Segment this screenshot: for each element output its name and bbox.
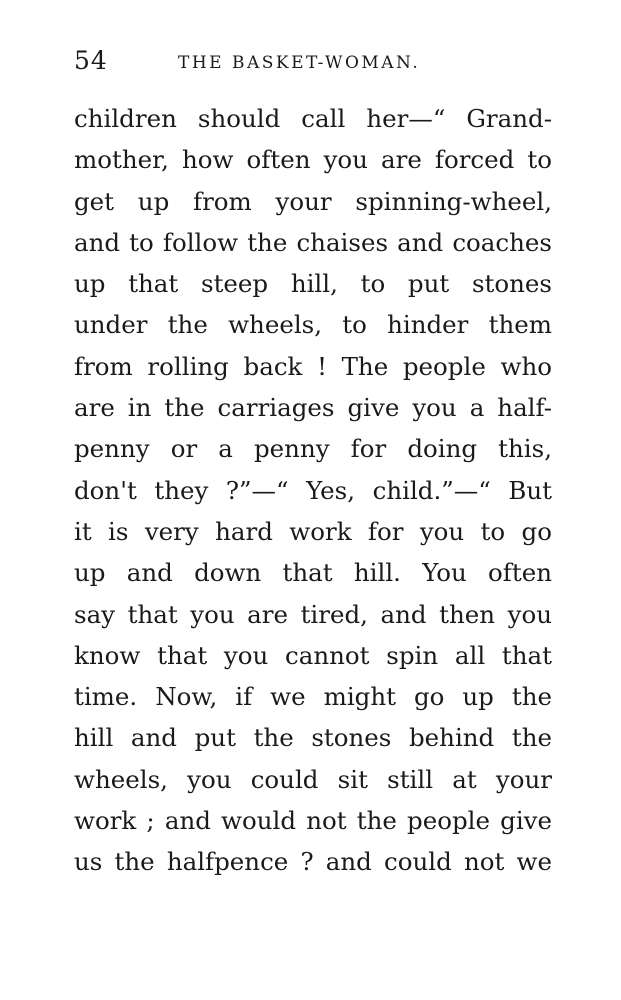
text-line: us the halfpence ? and could not we xyxy=(74,847,552,877)
text-line: children should call her—“ Grand- xyxy=(74,104,552,133)
text-line: under the wheels, to hinder them xyxy=(74,310,552,340)
text-line: from rolling back ! The people who xyxy=(74,351,552,381)
text-line: penny or a penny for doing this, xyxy=(74,434,552,464)
text-line: and to follow the chaises and coaches xyxy=(74,227,552,257)
text-line: don't they ?”—“ Yes, child.”—“ But xyxy=(74,475,552,505)
page-number: 54 xyxy=(74,46,108,75)
text-line: time. Now, if we might go up the xyxy=(74,682,552,712)
text-line: know that you cannot spin all that xyxy=(74,640,552,670)
running-head xyxy=(74,42,554,82)
body-text xyxy=(74,98,552,883)
text-line: up and down that hill. You often xyxy=(74,558,552,588)
text-line: work ; and would not the people give xyxy=(74,806,552,836)
text-line: get up from your spinning-wheel, xyxy=(74,186,552,216)
text-line: hill and put the stones behind the xyxy=(74,723,552,753)
text-line: say that you are tired, and then you xyxy=(74,599,552,629)
running-title: THE BASKET-WOMAN. xyxy=(178,53,421,73)
text-line: are in the carriages give you a half- xyxy=(74,393,552,423)
text-line: up that steep hill, to put stones xyxy=(74,269,552,299)
text-line: wheels, you could sit still at your xyxy=(74,764,552,794)
text-line: mother, how often you are forced to xyxy=(74,145,552,175)
text-line: it is very hard work for you to go xyxy=(74,516,552,546)
